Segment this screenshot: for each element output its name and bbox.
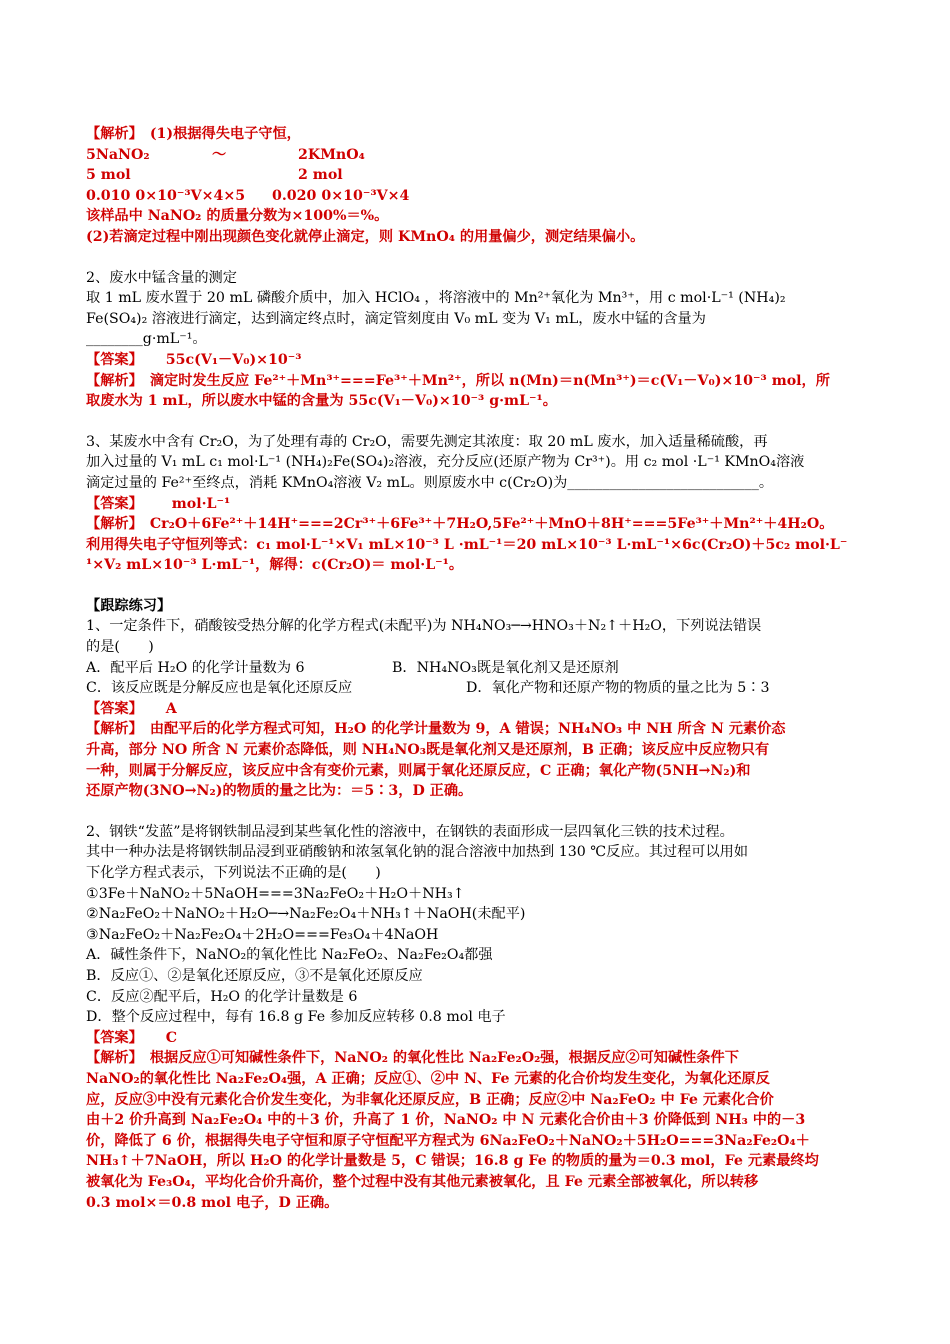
sec3-explanation-line2: 利用得失电子守恒列等式：c₁ mol·L⁻¹×V₁ mL×10⁻³ L ·mL⁻¹＝20 mL×10⁻³ L·mL⁻¹×6c(Cr₂O)＋5c₂ mol·L⁻ (86, 536, 848, 553)
practice-q2-line1: 2、钢铁“发蓝”是将钢铁制品浸到某些氧化性的溶液中，在钢铁的表面形成一层四氧化三铁的技术过程。 (86, 823, 734, 840)
practice-q1-option-d: D．氧化产物和还原产物的物质的量之比为 5∶3 (466, 680, 770, 697)
sec1-amount-left: 0.010 0×10⁻³V×4×5 (86, 187, 246, 204)
practice-q2-explanation-line8: 0.3 mol×＝0.8 mol 电子，D 正确。 (86, 1194, 339, 1211)
practice-q2-option-c: C．反应②配平后，H₂O 的化学计量数是 6 (86, 988, 358, 1005)
sec1-amount-right: 0.020 0×10⁻³V×4 (272, 187, 410, 204)
practice-q2-option-a: A．碱性条件下，NaNO₂的氧化性比 Na₂FeO₂、Na₂Fe₂O₄都强 (86, 947, 493, 964)
practice-q1-option-b: B．NH₄NO₃既是氧化剂又是还原剂 (392, 659, 619, 676)
practice-q2-explanation-line1: 【解析】 根据反应①可知碱性条件下，NaNO₂ 的氧化性比 Na₂Fe₂O₂强，根据反应②可知碱性条件下 (86, 1050, 739, 1067)
practice-q1-options-cd (86, 678, 868, 699)
sec2-explanation-line1: 【解析】 滴定时发生反应 Fe²⁺＋Mn³⁺===Fe³⁺＋Mn²⁺，所以 n(Mn)＝n(Mn³⁺)＝c(V₁－V₀)×10⁻³ mol，所 (86, 372, 830, 389)
sec3-question-line1: 3、某废水中含有 Cr₂O，为了处理有毒的 Cr₂O，需要先测定其浓度：取 20 mL 废水，加入适量稀硫酸，再 (86, 433, 768, 450)
practice-q1-options-ab (86, 658, 868, 679)
sec2-answer-tag: 【答案】 (86, 351, 143, 368)
practice-q2-answer-tag: 【答案】 (86, 1029, 143, 1046)
practice-q2-reaction3: ③Na₂FeO₂＋Na₂Fe₂O₄＋2H₂O===Fe₃O₄＋4NaOH (86, 926, 439, 943)
practice-q1-option-c: C．该反应既是分解反应也是氧化还原反应 (86, 680, 353, 697)
practice-q2-explanation-line6: NH₃↑＋7NaOH，所以 H₂O 的化学计量数是 5，C 错误；16.8 g Fe 的物质的量为＝0.3 mol，Fe 元素最终均 (86, 1153, 819, 1170)
practice-header: 【跟踪练习】 (86, 597, 172, 614)
sec2-title: 2、废水中锰含量的测定 (86, 269, 237, 286)
practice-q1-answer (86, 699, 868, 720)
sec3-question-line2: 加入过量的 V₁ mL c₁ mol·L⁻¹ (NH₄)₂Fe(SO₄)₂溶液，充分反应(还原产物为 Cr³⁺)。用 c₂ mol ·L⁻¹ KMnO₄溶液 (86, 454, 805, 471)
practice-q1-option-a: A．配平后 H₂O 的化学计量数为 6 (86, 659, 305, 676)
sec3-answer-tag: 【答案】 (86, 495, 143, 512)
sec3-explanation-line3: ¹×V₂ mL×10⁻³ L·mL⁻¹，解得：c(Cr₂O)＝ mol·L⁻¹。 (86, 557, 464, 574)
practice-q1-explanation-line4: 还原产物(3NO→N₂)的物质的量之比为：＝5∶3，D 正确。 (86, 783, 473, 800)
sec2-explanation-line2: 取废水为 1 mL，所以废水中锰的含量为 55c(V₁－V₀)×10⁻³ g·mL⁻¹。 (86, 393, 557, 410)
practice-q2-explanation-line7: 被氧化为 Fe₃O₄，平均化合价升高价，整个过程中没有其他元素被氧化，且 Fe 元素全部被氧化，所以转移 (86, 1173, 759, 1190)
practice-q2-answer (86, 1028, 868, 1049)
practice-q2-option-b: B．反应①、②是氧化还原反应，③不是氧化还原反应 (86, 967, 423, 984)
sec1-mol-left: 5 mol (86, 167, 131, 184)
sec3-answer (86, 494, 868, 515)
sec3-answer-value: mol·L⁻¹ (171, 495, 231, 512)
practice-q2-explanation-line5: 价，降低了 6 价，根据得失电子守恒和原子守恒配平方程式为 6Na₂FeO₂＋NaNO₂＋5H₂O===3Na₂Fe₂O₄＋ (86, 1132, 810, 1149)
sec3-explanation-line1: 【解析】 Cr₂O＋6Fe²⁺＋14H⁺===2Cr³⁺＋6Fe³⁺＋7H₂O,5Fe²⁺＋MnO＋8H⁺===5Fe³⁺＋Mn²⁺＋4H₂O。 (86, 516, 834, 533)
practice-q1-answer-value: A (165, 700, 177, 717)
practice-q2-reaction2: ②Na₂FeO₂＋NaNO₂＋H₂O─→Na₂Fe₂O₄＋NH₃↑＋NaOH(未配平) (86, 906, 526, 923)
practice-q2-reaction1: ①3Fe＋NaNO₂＋5NaOH===3Na₂FeO₂＋H₂O＋NH₃↑ (86, 885, 465, 902)
practice-q2-explanation-line2: NaNO₂的氧化性比 Na₂Fe₂O₄强，A 正确；反应①、②中 N、Fe 元素的化合价均发生变化，为氧化还原反 (86, 1070, 770, 1087)
sec2-question-line3: ________g·mL⁻¹。 (86, 331, 207, 348)
document-page (86, 124, 868, 1213)
practice-q1-line2: 的是( ) (86, 639, 154, 656)
practice-q2-line3: 下化学方程式表示，下列说法不正确的是( ) (86, 865, 381, 881)
practice-q1-line1: 1、一定条件下，硝酸铵受热分解的化学方程式(未配平)为 NH₄NO₃─→HNO₃＋N₂↑＋H₂O，下列说法错误 (86, 618, 762, 635)
sec1-mass-fraction: 该样品中 NaNO₂ 的质量分数为×100%＝%。 (86, 208, 389, 225)
sec2-answer (86, 350, 868, 371)
practice-q2-line2: 其中一种办法是将钢铁制品浸到亚硝酸钠和浓氢氧化钠的混合溶液中加热到 130 ℃反应。其过程可以用如 (86, 844, 749, 861)
practice-q1-explanation-line1: 【解析】 由配平后的化学方程式可知，H₂O 的化学计量数为 9，A 错误；NH₄NO₃ 中 NH 所含 N 元素价态 (86, 721, 786, 738)
practice-q1-explanation-line3: 一种，则属于分解反应，该反应中含有变价元素，则属于氧化还原反应，C 正确；氧化产物(5NH→N₂)和 (86, 762, 751, 779)
sec1-ratio-row (86, 145, 868, 166)
practice-q2-option-d: D．整个反应过程中，每有 16.8 g Fe 参加反应转移 0.8 mol 电子 (86, 1009, 506, 1026)
sec1-analysis-line: 【解析】 (1)根据得失电子守恒， (86, 126, 301, 142)
sec1-ratio-left: 5NaNO₂ (86, 146, 150, 163)
practice-q2-explanation-line4: 由＋2 价升高到 Na₂Fe₂O₄ 中的＋3 价，升高了 1 价，NaNO₂ 中 N 元素化合价由＋3 价降低到 NH₃ 中的－3 (86, 1112, 806, 1129)
sec1-mol-right: 2 mol (298, 167, 343, 184)
practice-q1-answer-tag: 【答案】 (86, 700, 143, 717)
sec1-part2: (2)若滴定过程中刚出现颜色变化就停止滴定，则 KMnO₄ 的用量偏少，测定结果偏小。 (86, 228, 645, 245)
sec2-question-line2: Fe(SO₄)₂ 溶液进行滴定，达到滴定终点时，滴定管刻度由 V₀ mL 变为 V₁ mL，废水中锰的含量为 (86, 310, 706, 327)
sec2-answer-value: 55c(V₁－V₀)×10⁻³ (165, 351, 302, 368)
practice-q2-explanation-line3: 应，反应③中没有元素化合价发生变化，为非氧化还原反应，B 正确；反应②中 Na₂FeO₂ 中 Fe 元素化合价 (86, 1091, 774, 1108)
sec1-ratio-tilde: ～ (212, 146, 227, 163)
sec1-mol-row (86, 165, 868, 186)
practice-q1-explanation-line2: 升高，部分 NO 所含 N 元素价态降低，则 NH₄NO₃既是氧化剂又是还原剂，B 正确；该反应中反应物只有 (86, 742, 770, 759)
sec1-amount-row (86, 186, 868, 207)
practice-q2-answer-value: C (165, 1029, 178, 1046)
sec2-question-line1: 取 1 mL 废水置于 20 mL 磷酸介质中，加入 HClO₄ ，将溶液中的 Mn²⁺氧化为 Mn³⁺，用 c mol·L⁻¹ (NH₄)₂ (86, 290, 786, 307)
sec3-question-line3: 滴定过量的 Fe²⁺至终点，消耗 KMnO₄溶液 V₂ mL。则原废水中 c(Cr₂O)为___________________________。 (86, 474, 774, 491)
sec1-ratio-right: 2KMnO₄ (298, 146, 365, 163)
